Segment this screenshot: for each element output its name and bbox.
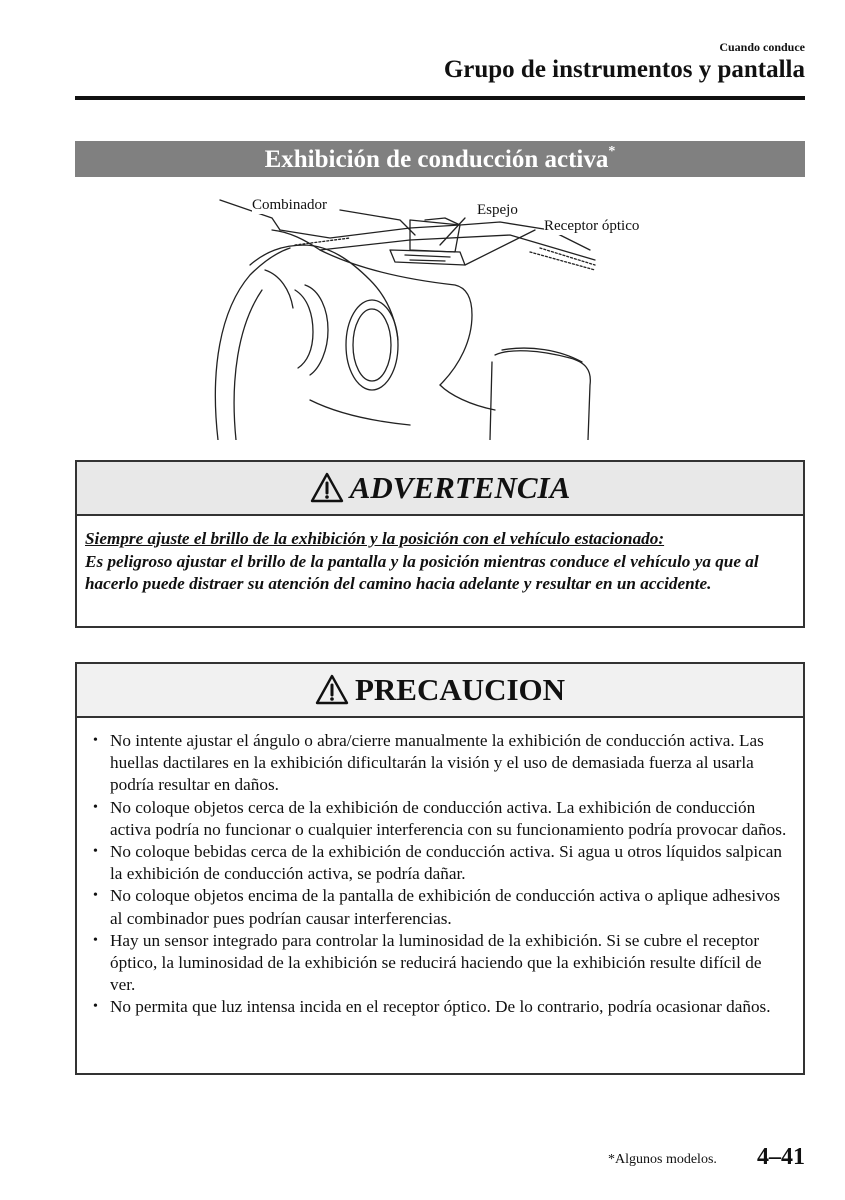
caution-list <box>89 730 791 1019</box>
combiner-label: Combinador <box>252 197 327 213</box>
caution-triangle-icon <box>315 674 349 706</box>
footnote: *Algunos modelos. <box>608 1152 717 1167</box>
mirror-label: Espejo <box>477 202 518 218</box>
caution-title: PRECAUCION <box>354 672 566 707</box>
warning-box <box>75 460 805 628</box>
list-item: • No coloque bebidas cerca de la exhibición de conducción activa. Si agua u otros líquidos salpican la exhibición de conducción activa, se podría dañar. <box>89 841 791 885</box>
list-item: • No intente ajustar el ángulo o abra/cierre manualmente la exhibición de conducción activa. Las huellas dactilares en la exhibición dificultarán la visión y el uso de demasiada fuerza al usarla podría resultar en daños. <box>89 730 791 797</box>
page-number: 4–41 <box>757 1144 805 1170</box>
optical-receiver-label: Receptor óptico <box>544 218 640 234</box>
section-title: Grupo de instrumentos y pantalla <box>443 56 805 83</box>
warning-triangle-icon <box>310 472 344 504</box>
warning-lead: Siempre ajuste el brillo de la exhibición y la posición con el vehículo estacionado: <box>85 529 665 548</box>
header-rule <box>75 96 805 100</box>
topic-title: Exhibición de conducción activa <box>264 146 609 173</box>
list-item: • No coloque objetos cerca de la exhibición de conducción activa. La exhibición de conducción activa podría no funcionar o cualquier interferencia con su funcionamiento podría provocar daños. <box>89 797 791 841</box>
list-item: • No coloque objetos encima de la pantalla de exhibición de conducción activa o aplique adhesivos al combinador pues podrían causar interferencias. <box>89 885 791 929</box>
dashboard-illustration <box>210 190 680 440</box>
warning-body <box>77 516 803 606</box>
list-item: • No permita que luz intensa incida en el receptor óptico. De lo contrario, podría ocasionar daños. <box>89 996 791 1018</box>
caution-header <box>77 664 803 718</box>
warning-header <box>77 462 803 516</box>
caution-body <box>77 718 803 1029</box>
asterisk-mark: * <box>608 144 616 159</box>
warning-text: Es peligroso ajustar el brillo de la pantalla y la posición mientras conduce el vehículo ya que al hacerlo puede distraer su atención del camino hacia adelante y resultar en un accidente. <box>85 551 759 593</box>
list-item: • Hay un sensor integrado para controlar la luminosidad de la exhibición. Si se cubre el receptor óptico, la luminosidad de la exhibición se reducirá haciendo que la exhibición resulte difícil de ver. <box>89 930 791 997</box>
chapter-label: Cuando conduce <box>719 40 805 54</box>
topic-banner <box>75 141 805 177</box>
warning-title: ADVERTENCIA <box>349 470 571 505</box>
caution-box <box>75 662 805 1075</box>
